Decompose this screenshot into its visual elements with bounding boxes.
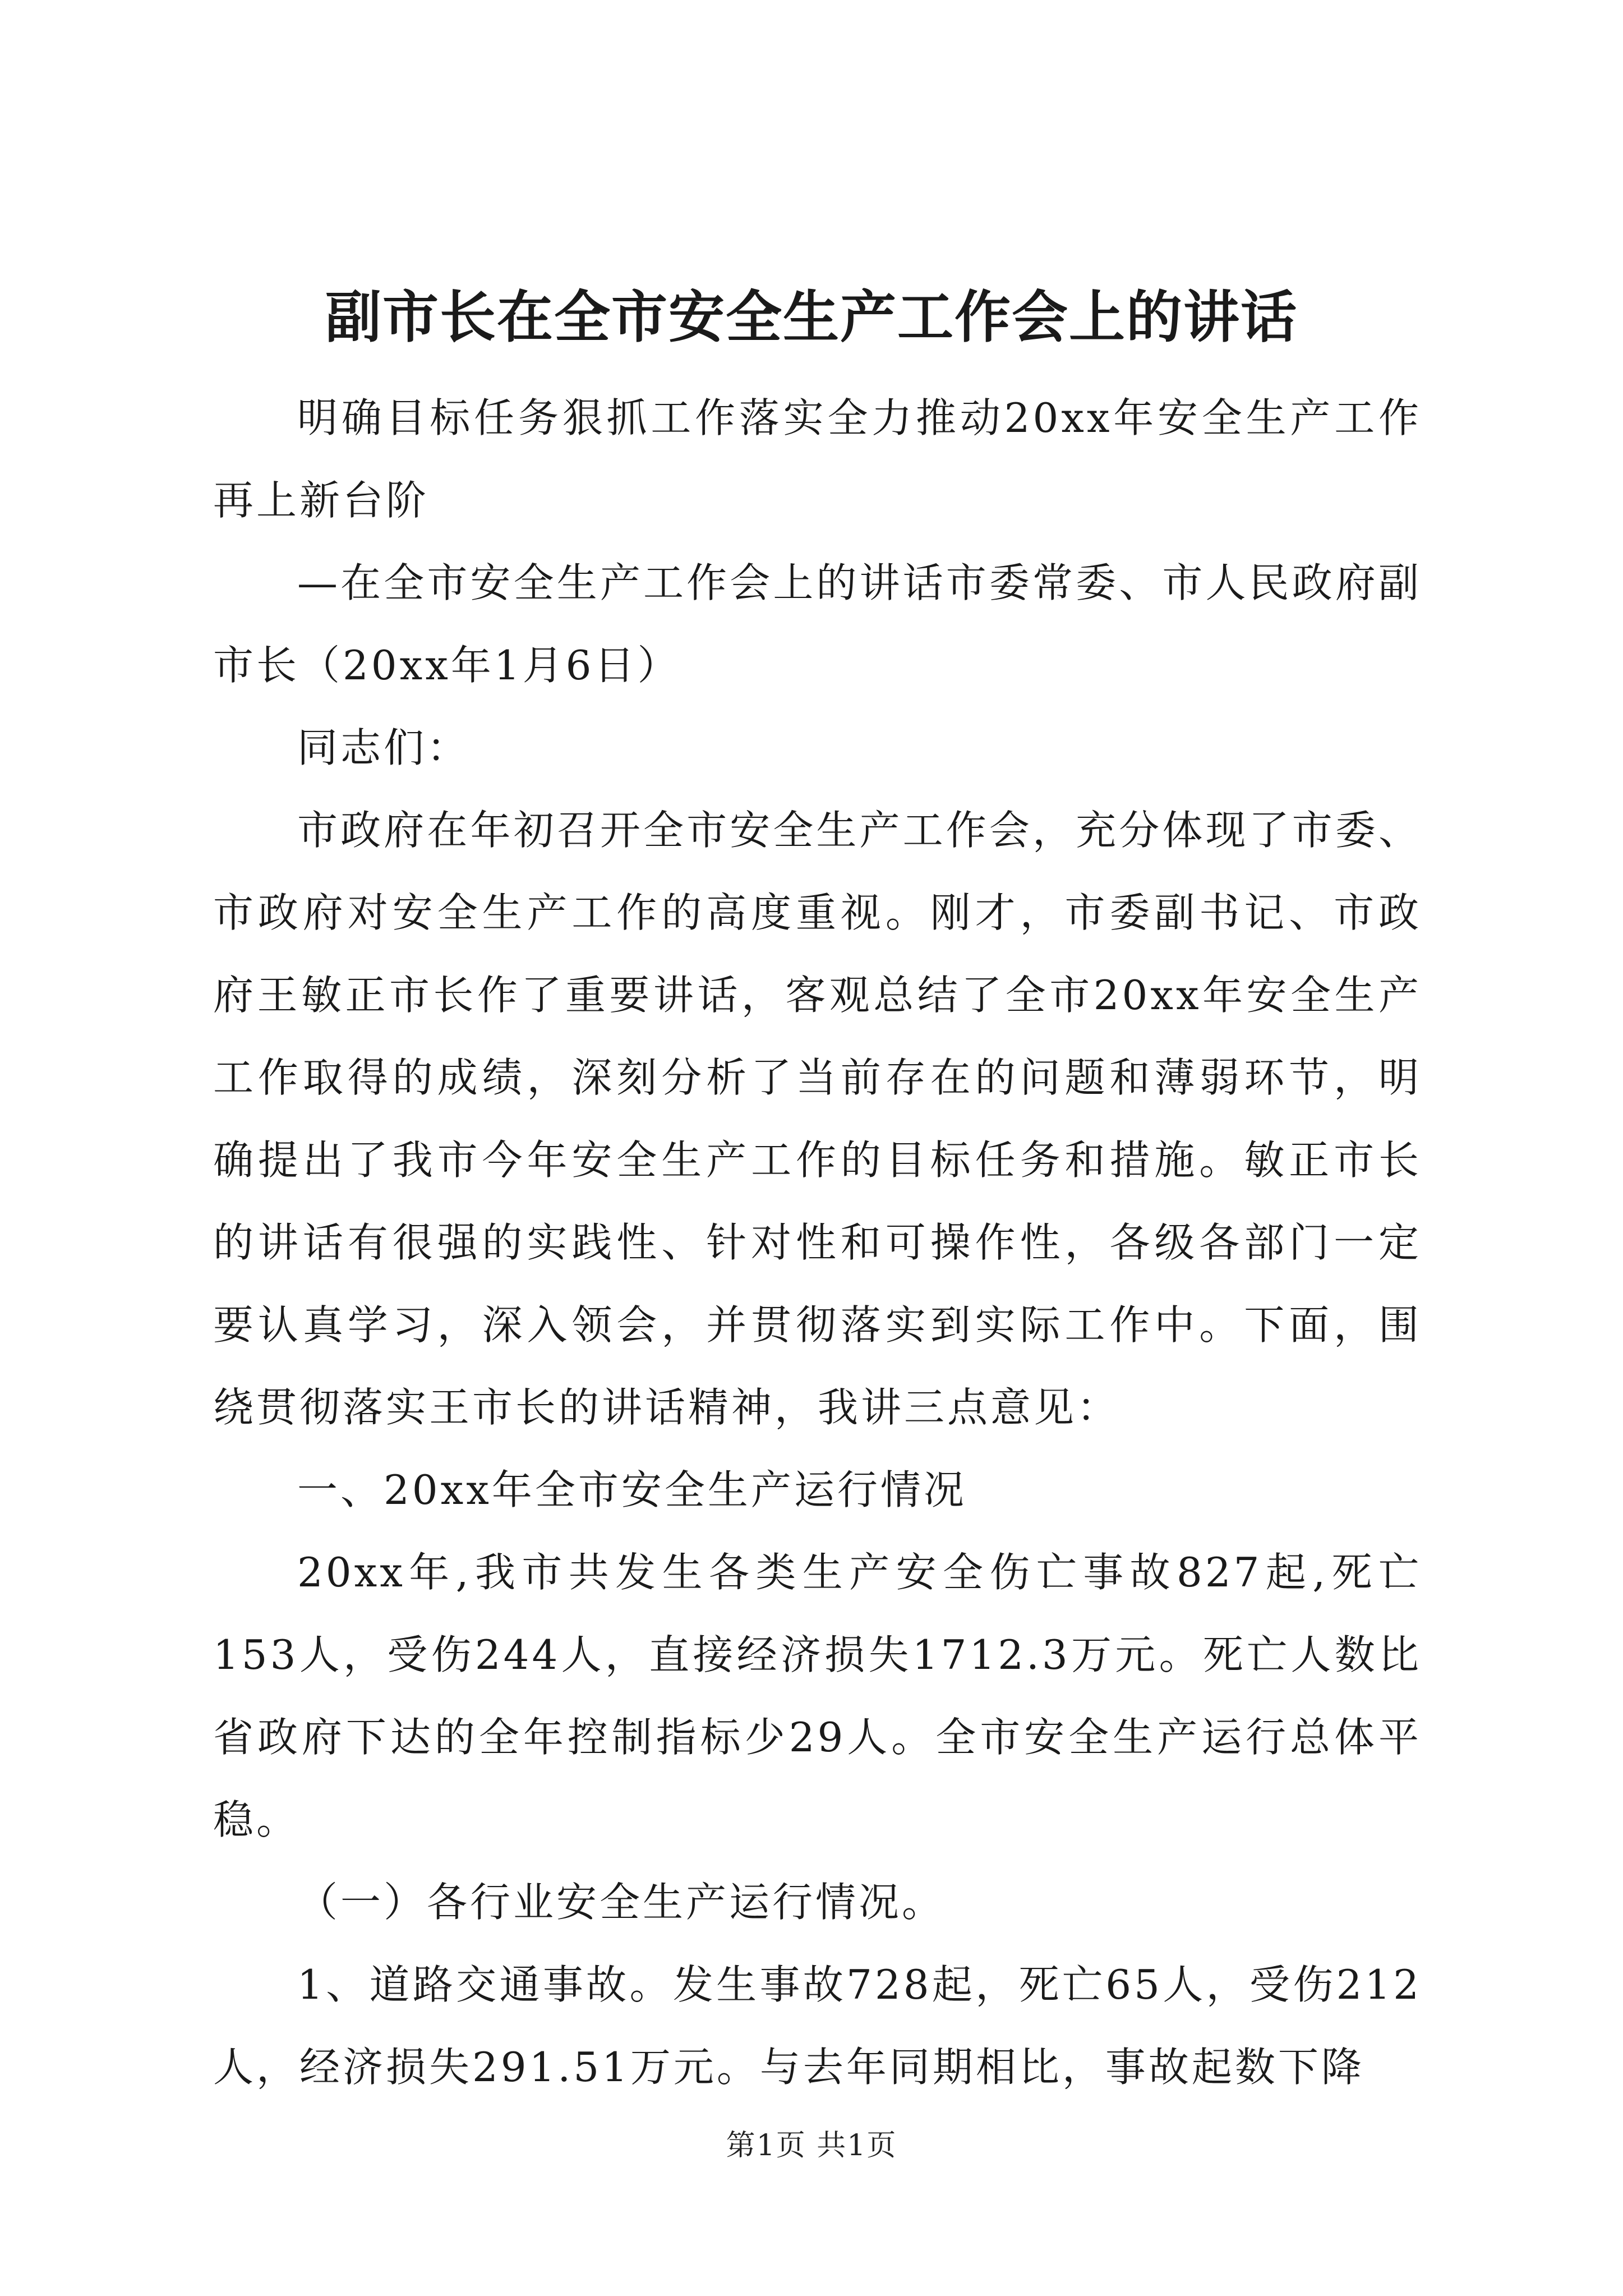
intro-paragraph: 市政府在年初召开全市安全生产工作会，充分体现了市委、市政府对安全生产工作的高度重视。刚才，市委副书记、市政府王敏正市长作了重要讲话，客观总结了全市20xx年安全生产工作取得的成绩，深刻分析了当前存在的问题和薄弱环节，明确提出了我市今年安全生产工作的目标任务和措施。敏正市长的讲话有很强的实践性、针对性和可操作性，各级各部门一定要认真学习，深入领会，并贯彻落实到实际工作中。下面，围绕贯彻落实王市长的讲话精神，我讲三点意见： (213, 807, 1422, 1431)
subtitle-paragraph: 明确目标任务狠抓工作落实全力推动20xx年安全生产工作再上新台阶 (213, 394, 1422, 524)
page-footer: 第1页 共1页 (726, 2129, 897, 2162)
section-heading-1: 一、20xx年全市安全生产运行情况 (297, 1466, 967, 1513)
subsection-heading-1: （一）各行业安全生产运行情况。 (297, 1879, 946, 1926)
statistics-paragraph: 20xx年,我市共发生各类生产安全伤亡事故827起,死亡153人，受伤244人，直接经济损失1712.3万元。死亡人数比省政府下达的全年控制指标少29人。全市安全生产运行总体平稳。 (213, 1549, 1422, 1843)
traffic-accident-paragraph: 1、道路交通事故。发生事故728起，死亡65人，受伤212人，经济损失291.51万元。与去年同期相比，事故起数下降 (213, 1961, 1422, 2091)
salutation-paragraph: 同志们： (297, 724, 471, 771)
speaker-paragraph: —在全市安全生产工作会上的讲话市委常委、市人民政府副市长（20xx年1月6日） (213, 559, 1422, 689)
document-body (213, 377, 1422, 2109)
document-title: 副市长在全市安全生产工作会上的讲话 (325, 284, 1298, 350)
